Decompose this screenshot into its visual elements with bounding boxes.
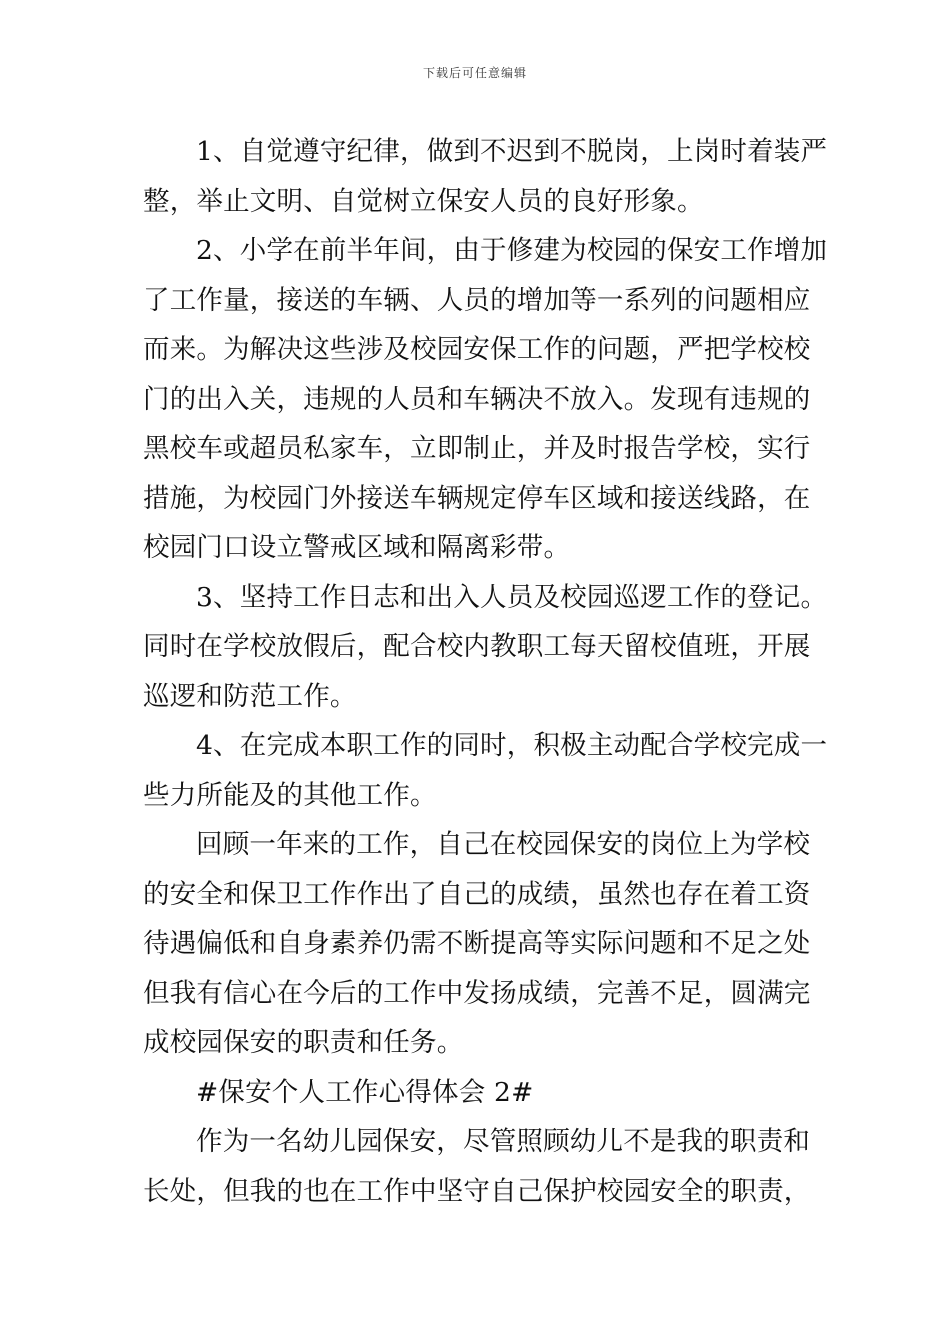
text-line: 但我有信心在今后的工作中发扬成绩，完善不足，圆满完 (143, 977, 811, 1009)
text-line: 1、自觉遵守纪律，做到不迟到不脱岗，上岗时着装严 (196, 136, 828, 167)
text-line: 2、小学在前半年间，由于修建为校园的保安工作增加 (196, 235, 828, 266)
text-line: 而来。为解决这些涉及校园安保工作的问题，严把学校校 (143, 334, 811, 365)
text-line: 巡逻和防范工作。 (143, 680, 357, 712)
text-line: 3、坚持工作日志和出入人员及校园巡逻工作的登记。 (196, 581, 828, 613)
text-line: 4、在完成本职工作的同时，积极主动配合学校完成一 (196, 730, 828, 761)
text-line: 回顾一年来的工作，自己在校园保安的岗位上为学校 (196, 829, 811, 860)
text-line: 校园门口设立警戒区域和隔离彩带。 (143, 532, 571, 563)
text-line: 门的出入关，违规的人员和车辆决不放入。发现有违规的 (143, 383, 811, 415)
text-line: 措施，为校园门外接送车辆规定停车区域和接送线路，在 (143, 482, 811, 514)
text-line: 长处，但我的也在工作中坚守自己保护校园安全的职责， (143, 1175, 811, 1207)
text-line: 作为一名幼儿园保安，尽管照顾幼儿不是我的职责和 (196, 1126, 811, 1157)
text-line: 待遇偏低和自身素养仍需不断提高等实际问题和不足之处 (143, 928, 811, 959)
text-line: 黑校车或超员私家车，立即制止，并及时报告学校，实行 (143, 433, 811, 464)
text-line: 的安全和保卫工作作出了自己的成绩，虽然也存在着工资 (143, 878, 811, 910)
text-line: 成校园保安的职责和任务。 (143, 1027, 464, 1058)
text-line: 同时在学校放假后，配合校内教职工每天留校值班，开展 (143, 631, 811, 662)
text-line: 整，举止文明、自觉树立保安人员的良好形象。 (143, 185, 704, 217)
page-header: 下载后可任意编辑 (422, 66, 527, 80)
document-body (143, 127, 828, 1216)
text-line: 了工作量，接送的车辆、人员的增加等一系列的问题相应 (143, 284, 811, 316)
text-line: 些力所能及的其他工作。 (143, 779, 437, 811)
section-heading: #保安个人工作心得体会 2# (196, 1076, 534, 1108)
